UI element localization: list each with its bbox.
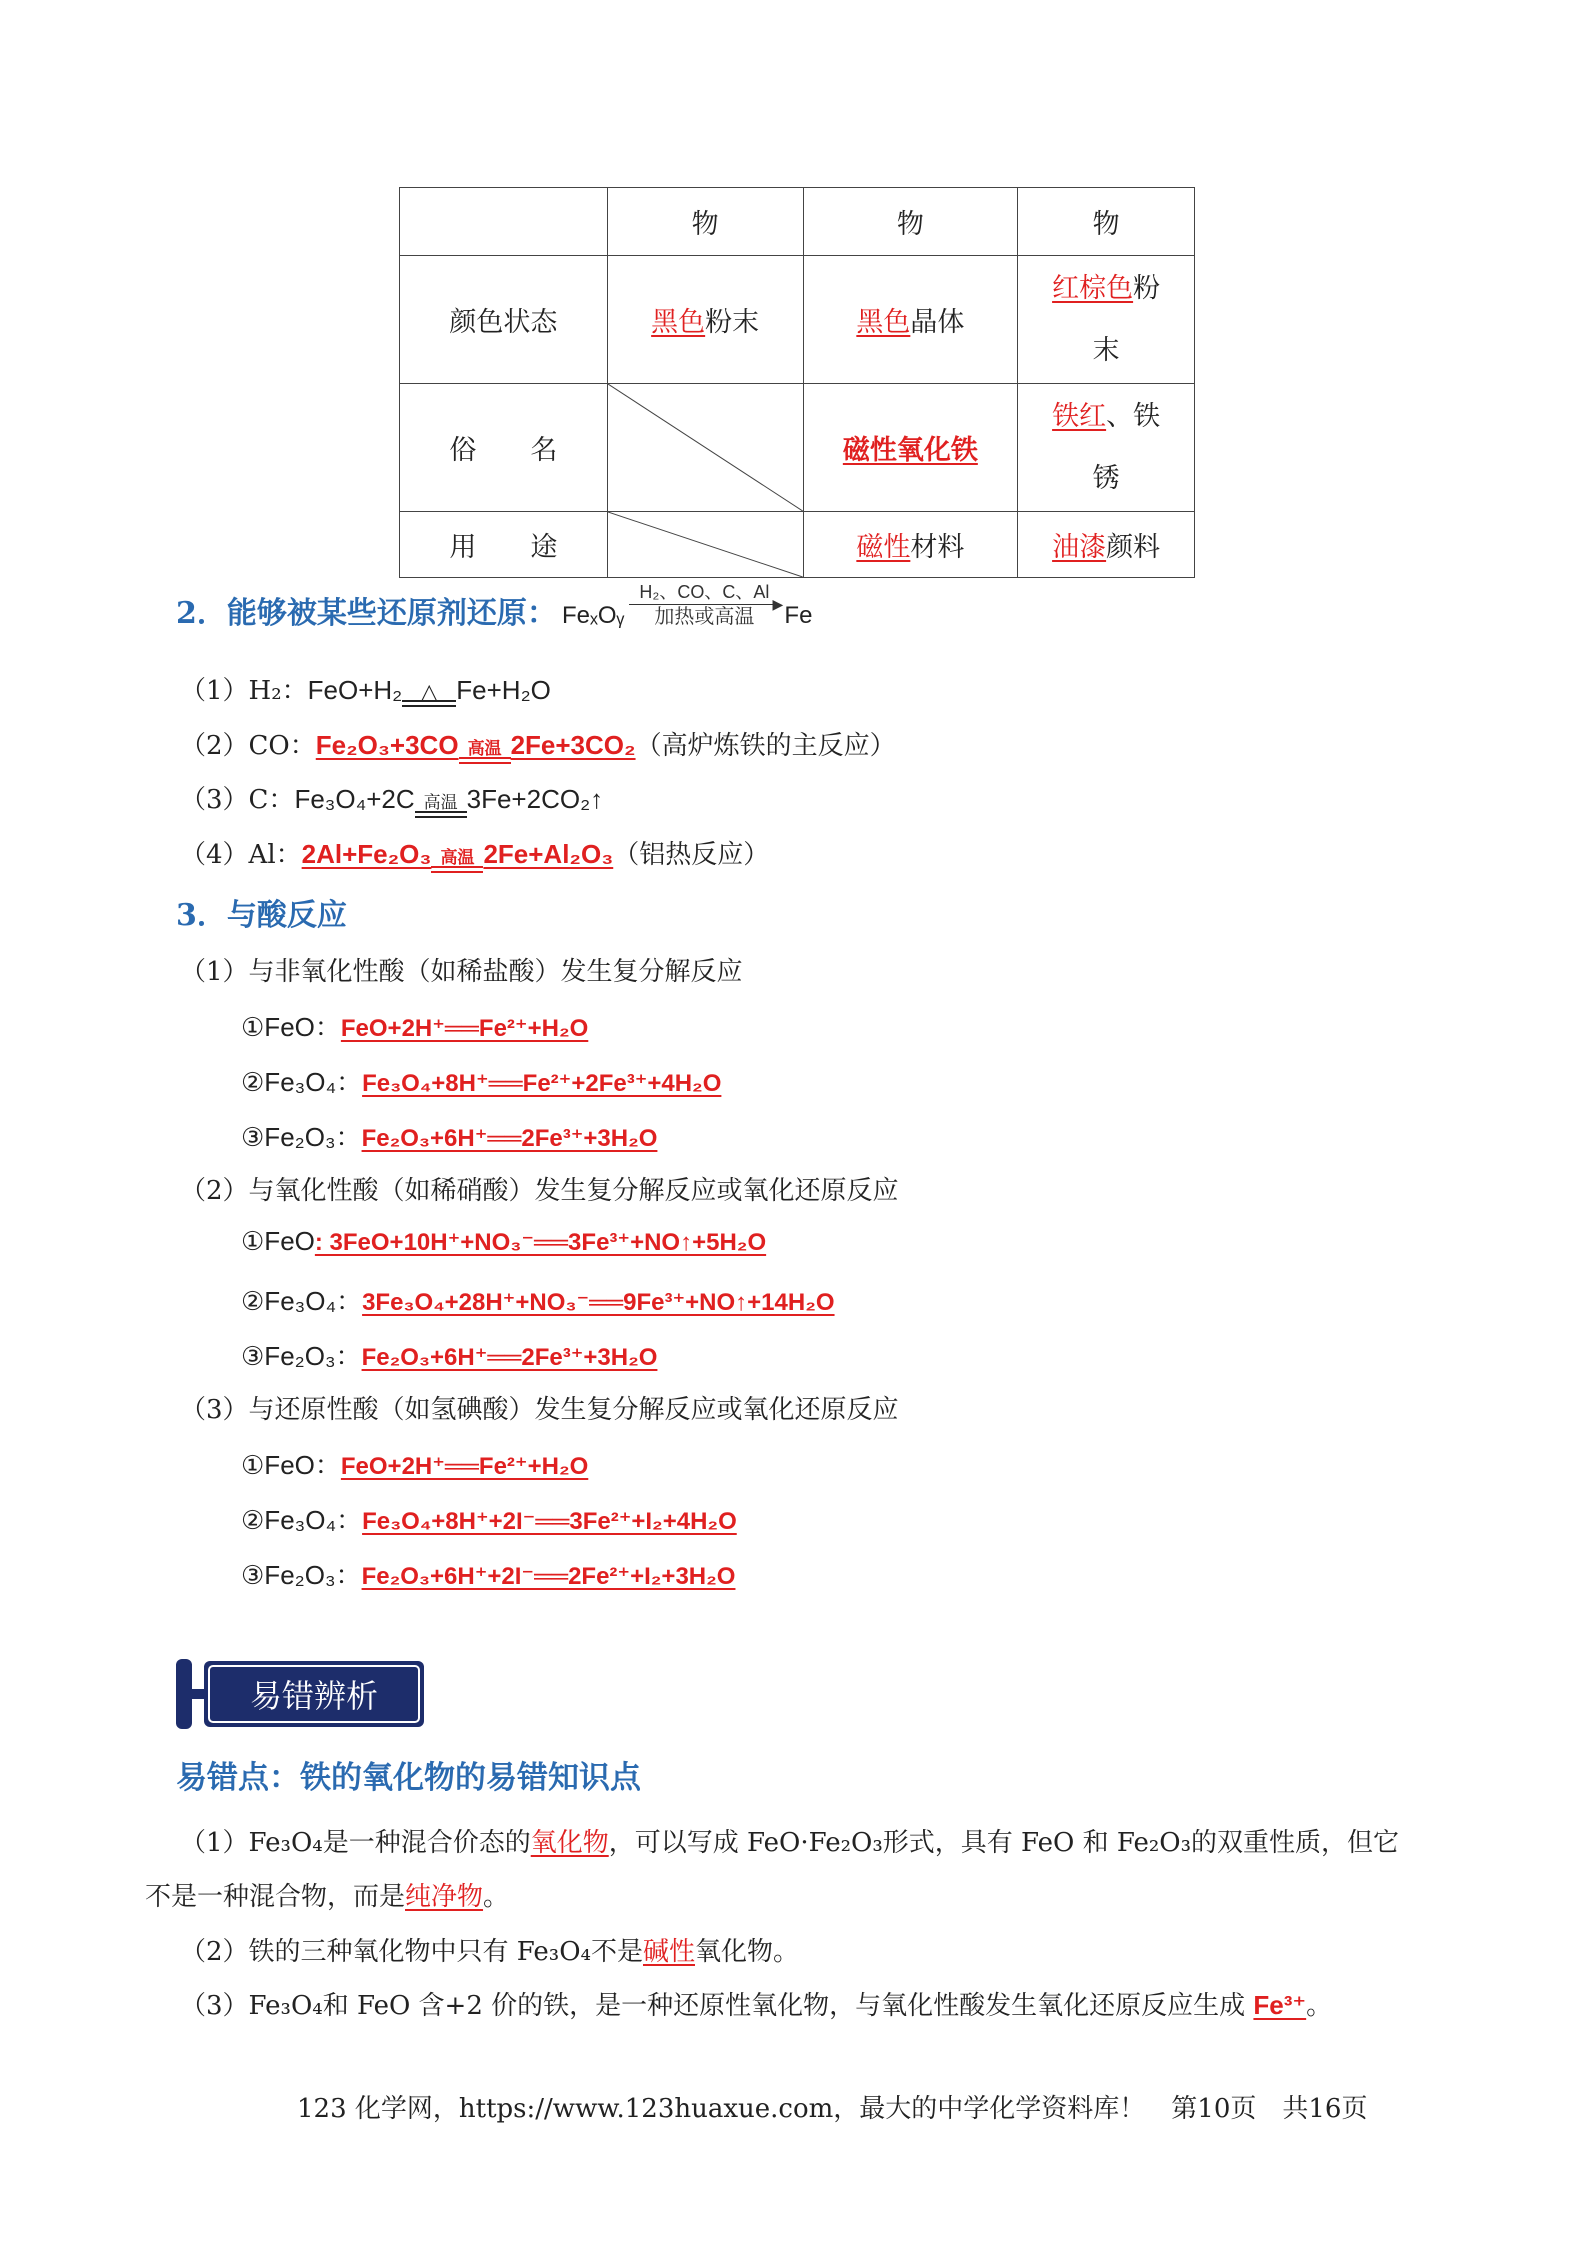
- equation-answer: Fe₃O₄+8H⁺══Fe²⁺+2Fe³⁺+4H₂O: [362, 1070, 722, 1097]
- oxide-properties-table: [399, 187, 1195, 578]
- oxide-label: ①FeO：: [241, 1450, 341, 1480]
- red-answer: 红棕色: [1052, 272, 1134, 304]
- mistake-paragraph: （2）铁的三种氧化物中只有 Fe₃O₄不是碱性氧化物。: [180, 1937, 800, 1967]
- condition-bottom: 加热或高温: [654, 604, 755, 628]
- oxide-label: ②Fe₃O₄：: [241, 1067, 363, 1097]
- equation-answer: 2Al+Fe₂O₃ 高温 2Fe+Al₂O₃: [302, 839, 614, 869]
- equation-right: 3Fe+2CO₂↑: [466, 784, 604, 814]
- table-row: [400, 256, 1195, 384]
- line-prefix: （2）CO：: [180, 731, 316, 761]
- table-cell: [803, 256, 1018, 384]
- cell-text: 末: [1092, 334, 1120, 366]
- cell-text: 晶体: [910, 307, 965, 338]
- mistake-paragraph: （1）Fe₃O₄是一种混合价态的氧化物，可以写成 FeO·Fe₂O₃形式，具有 FeO 和 Fe₂O₃的双重性质，但它: [180, 1828, 1400, 1858]
- equation-answer: Fe₂O₃+6H⁺══2Fe³⁺+3H₂O: [361, 1344, 658, 1371]
- acid-reaction-line: [241, 1555, 735, 1592]
- table-row: [400, 384, 1195, 512]
- acid-reaction-line: [241, 1117, 657, 1154]
- oxide-label: ②Fe₃O₄：: [241, 1505, 363, 1535]
- reduction-line: [180, 725, 896, 764]
- table-cell: [1018, 256, 1195, 384]
- heat-condition: △: [402, 684, 456, 707]
- line-prefix: （4）Al：: [180, 840, 302, 870]
- formula-right: Fe: [784, 602, 813, 629]
- mistake-paragraph-cont: 不是一种混合物，而是纯净物。: [145, 1882, 510, 1912]
- acid-reaction-line: [241, 1336, 657, 1373]
- mistake-paragraph: （3）Fe₃O₄和 FeO 含+2 价的铁，是一种还原性氧化物，与氧化性酸发生氧化还原反应生成 Fe³⁺。: [180, 1990, 1333, 2021]
- heat-condition: 高温: [415, 795, 467, 818]
- condition-top: H₂、CO、C、Al: [639, 582, 770, 602]
- oxide-label: ③Fe₂O₃：: [241, 1560, 362, 1590]
- table-row: [400, 512, 1195, 578]
- cell-text: 锈: [1092, 462, 1120, 494]
- table-cell: [803, 384, 1018, 512]
- banner-box: [204, 1661, 424, 1727]
- equation-answer: FeO+2H⁺══Fe²⁺+H₂O: [340, 1015, 589, 1042]
- equation-answer: Fe₂O₃+3CO 高温 2Fe+3CO₂: [316, 730, 636, 760]
- cell-text: 粉: [1133, 272, 1161, 304]
- acid-group-heading: （2）与氧化性酸（如稀硝酸）发生复分解反应或氧化还原反应: [180, 1176, 899, 1206]
- red-answer: 黑色: [856, 307, 911, 338]
- reduction-condition-arrow: [629, 582, 784, 628]
- page-footer: 123 化学网，https://www.123huaxue.com，最大的中学化学资料库！ 第10页 共16页: [297, 2094, 1368, 2124]
- banner-label: 易错辨析: [208, 1665, 420, 1723]
- row-label: 用 途: [400, 512, 608, 578]
- empty-diagonal-cell: [607, 384, 803, 512]
- equation-right: Fe+H₂O: [456, 675, 551, 705]
- formula-left: FeₓOᵧ: [561, 602, 625, 629]
- table-cell: [607, 256, 803, 384]
- acid-reaction-line: [241, 1445, 588, 1482]
- common-mistakes-banner: [176, 1659, 426, 1729]
- table-cell: [1018, 384, 1195, 512]
- acid-group-heading: （1）与非氧化性酸（如稀盐酸）发生复分解反应: [180, 957, 743, 987]
- cell-text: 粉末: [705, 307, 760, 338]
- table-cell: [1018, 512, 1195, 578]
- section-title: 2．能够被某些还原剂还原：: [176, 596, 557, 631]
- oxide-label: ③Fe₂O₃：: [241, 1122, 362, 1152]
- row-label: 俗 名: [400, 384, 608, 512]
- acid-reaction-line: [241, 1226, 766, 1257]
- red-answer: 氧化物: [530, 1828, 609, 1858]
- equation-answer: Fe₂O₃+6H⁺══2Fe³⁺+3H₂O: [361, 1125, 658, 1152]
- table-cell: [803, 512, 1018, 578]
- red-answer: 黑色: [651, 307, 706, 338]
- acid-reaction-line: [241, 1281, 835, 1318]
- table-header-cell: 物: [803, 188, 1018, 256]
- equation-note: （铝热反应）: [613, 840, 770, 870]
- section-3-heading: 3．与酸反应: [176, 898, 347, 933]
- equation-note: （高炉炼铁的主反应）: [635, 731, 896, 761]
- red-answer: 磁性氧化铁: [842, 435, 978, 466]
- acid-reaction-line: [241, 1007, 588, 1044]
- line-prefix: （1）H₂：: [180, 676, 308, 706]
- acid-group-heading: （3）与还原性酸（如氢碘酸）发生复分解反应或氧化还原反应: [180, 1395, 899, 1425]
- equation-answer: 3Fe₃O₄+28H⁺+NO₃⁻══9Fe³⁺+NO↑+14H₂O: [362, 1289, 835, 1316]
- reduction-line: [180, 834, 769, 873]
- oxide-label: ①FeO：: [241, 1012, 341, 1042]
- equation-answer: Fe₃O₄+8H⁺+2I⁻══3Fe²⁺+I₂+4H₂O: [362, 1508, 737, 1535]
- acid-reaction-line: [241, 1500, 737, 1537]
- cell-text: 、铁: [1106, 400, 1161, 432]
- table-header-cell: 物: [1018, 188, 1195, 256]
- red-answer: 铁红: [1052, 400, 1107, 432]
- oxide-label: ②Fe₃O₄：: [241, 1286, 363, 1316]
- acid-reaction-line: [241, 1062, 721, 1099]
- equation-answer: Fe₂O₃+6H⁺+2I⁻══2Fe²⁺+I₂+3H₂O: [361, 1563, 736, 1590]
- arrow-icon: ▶: [629, 604, 779, 605]
- red-answer: 磁性: [856, 532, 911, 563]
- red-answer: 纯净物: [405, 1882, 484, 1912]
- cell-text: 颜料: [1106, 532, 1161, 563]
- empty-diagonal-cell: [607, 512, 803, 578]
- section-2-heading: [176, 582, 813, 632]
- equation-left: FeO+H₂: [307, 675, 403, 705]
- table-header-cell: [400, 188, 608, 256]
- oxide-label: ①FeO: [241, 1226, 315, 1256]
- equation-answer: FeO+2H⁺══Fe²⁺+H₂O: [340, 1453, 589, 1480]
- table-header-row: [400, 188, 1195, 256]
- row-label: 颜色状态: [400, 256, 608, 384]
- line-prefix: （3）C：: [180, 785, 295, 815]
- oxide-label: ③Fe₂O₃：: [241, 1341, 362, 1371]
- table-header-cell: 物: [607, 188, 803, 256]
- equation-answer: : 3FeO+10H⁺+NO₃⁻══3Fe³⁺+NO↑+5H₂O: [314, 1229, 767, 1256]
- red-answer: Fe³⁺: [1253, 1990, 1307, 2020]
- red-answer: 碱性: [642, 1937, 695, 1967]
- red-answer: 油漆: [1052, 532, 1107, 563]
- reduction-line: [180, 779, 603, 818]
- mistakes-title: 易错点：铁的氧化物的易错知识点: [176, 1760, 641, 1796]
- equation-left: Fe₃O₄+2C: [294, 784, 415, 814]
- cell-text: 材料: [910, 532, 965, 563]
- reduction-line: [180, 670, 551, 707]
